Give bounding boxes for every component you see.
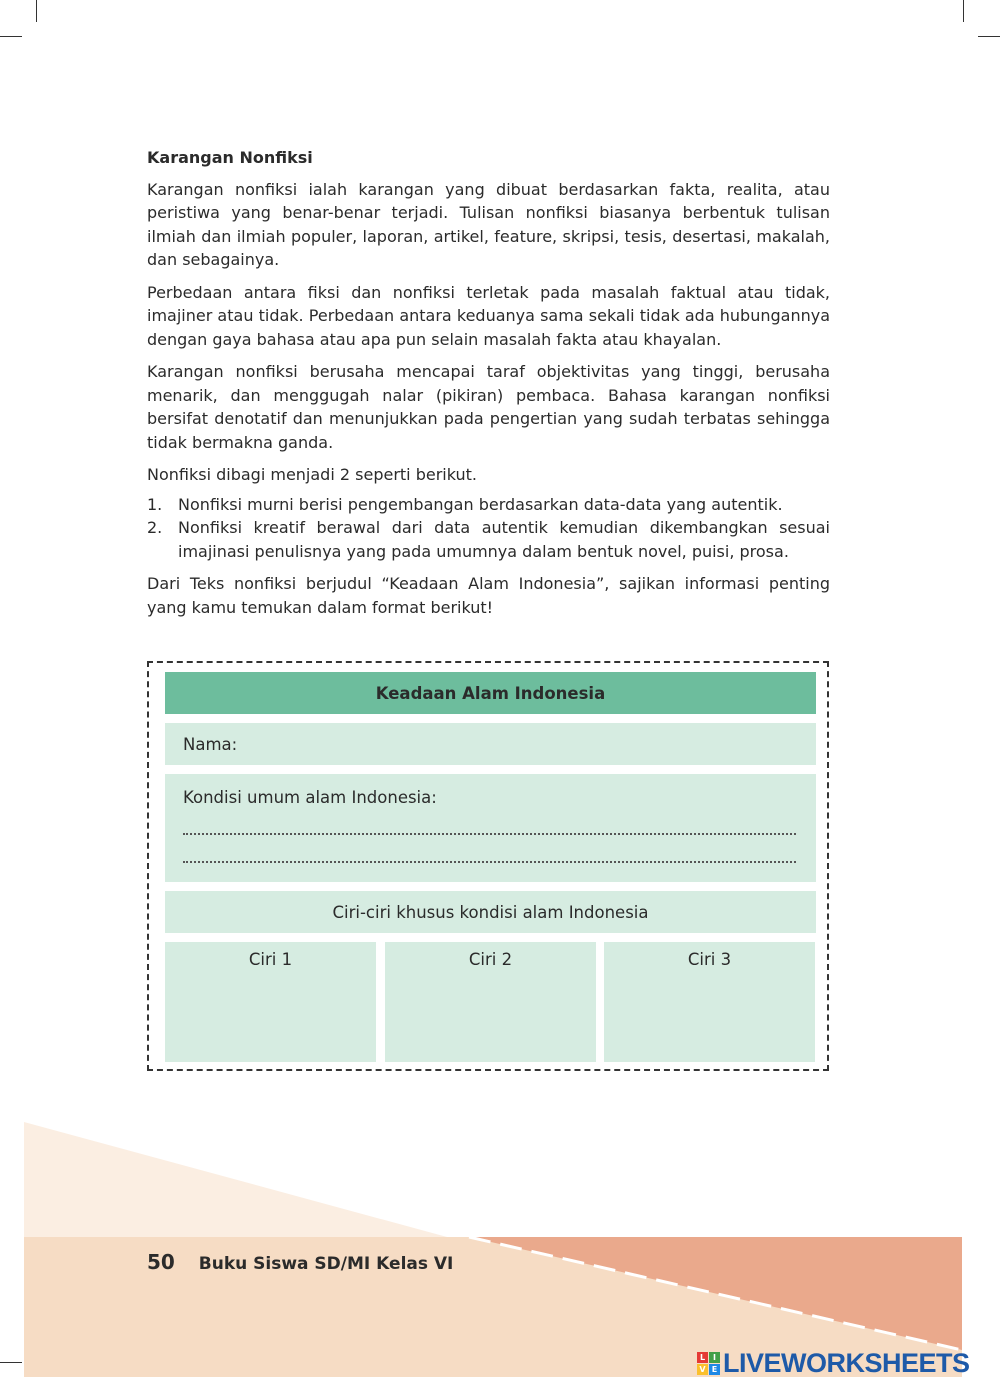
kondisi-field[interactable] (165, 774, 816, 882)
liveworksheets-text: LIVEWORKSHEETS (723, 1348, 970, 1378)
worksheet-frame (147, 661, 829, 1071)
ciri-label: Ciri 3 (687, 950, 732, 969)
ciri-2-field[interactable] (385, 942, 596, 1062)
list-text: Nonfiksi murni berisi pengembangan berdasarkan data-data yang autentik. (178, 494, 783, 514)
list-number: 1. (147, 494, 163, 514)
page-number: 50 (147, 1250, 175, 1274)
ciri-label: Ciri 1 (248, 950, 293, 969)
answer-line (183, 807, 796, 835)
paragraph: Perbedaan antara fiksi dan nonfiksi terletak pada masalah faktual atau tidak, imajiner atau tidak. Perbedaan antara keduanya sama sekali tidak ada hubungannya dengan gaya bahasa atau apa pun selain masalah fakta atau khayalan. (147, 282, 830, 349)
ciri-3-field[interactable] (604, 942, 815, 1062)
answer-line (183, 835, 796, 863)
crop-mark (963, 0, 964, 22)
instruction-text: Dari Teks nonfiksi berjudul “Keadaan Alam Indonesia”, sajikan informasi penting yang kamu temukan dalam format berikut! (147, 574, 830, 617)
badge-letter: E (709, 1364, 720, 1375)
live-badge-icon (697, 1352, 720, 1375)
kondisi-label: Kondisi umum alam Indonesia: (183, 788, 437, 807)
paragraph: Karangan nonfiksi ialah karangan yang dibuat berdasarkan fakta, realita, atau peristiwa yang benar-benar terjadi. Tulisan nonfiksi biasanya berbentuk tulisan ilmiah dan ilmiah populer, laporan, artikel, feature, skripsi, tesis, desertasi, makalah, dan sebagainya. (147, 179, 830, 269)
badge-letter: I (709, 1352, 720, 1363)
list-text: Nonfiksi kreatif berawal dari data autentik kemudian dikembangkan sesuai imajinasi penulisnya yang pada umumnya dalam bentuk novel, puisi, prosa. (178, 518, 830, 561)
crop-mark (0, 1362, 22, 1363)
crop-mark (0, 36, 22, 37)
nonfiction-types-list (147, 493, 830, 564)
section-heading: Karangan Nonfiksi (147, 148, 313, 167)
ciri-1-field[interactable] (165, 942, 376, 1062)
crop-mark (36, 0, 37, 22)
main-content (147, 146, 830, 628)
list-item (147, 516, 830, 563)
badge-letter: V (697, 1364, 708, 1375)
book-title: Buku Siswa SD/MI Kelas VI (198, 1254, 454, 1274)
ciri-header: Ciri-ciri khusus kondisi alam Indonesia (165, 891, 816, 933)
liveworksheets-logo[interactable] (697, 1348, 970, 1379)
crop-mark (978, 36, 1000, 37)
list-item (147, 493, 830, 517)
paragraph: Nonfiksi dibagi menjadi 2 seperti berikut. (147, 465, 477, 484)
nama-label: Nama: (183, 734, 238, 754)
nama-field[interactable] (165, 723, 816, 765)
badge-letter: L (697, 1352, 708, 1363)
paragraph: Karangan nonfiksi berusaha mencapai taraf objektivitas yang tinggi, berusaha menarik, dan menggugah nalar (pikiran) pembaca. Bahasa karangan nonfiksi bersifat denotatif dan menunjukkan pada pengertian yang sudah terbatas sehingga tidak bermakna ganda. (147, 362, 830, 452)
page-footer (147, 1250, 453, 1274)
ciri-label: Ciri 2 (468, 950, 513, 969)
list-number: 2. (147, 518, 163, 537)
worksheet-title: Keadaan Alam Indonesia (165, 672, 816, 714)
